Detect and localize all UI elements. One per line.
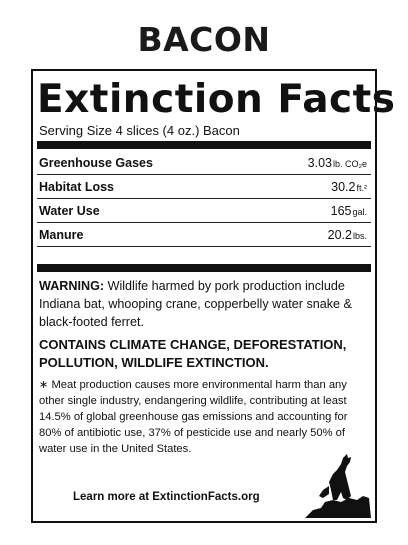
learn-more-text: Learn more at ExtinctionFacts.org — [73, 491, 260, 503]
divider-thick — [37, 264, 371, 272]
fact-value — [331, 180, 367, 194]
howling-wolf-icon — [303, 452, 371, 518]
fact-name: Habitat Loss — [39, 180, 115, 194]
warning-text: Wildlife harmed by pork production include Indiana bat, whooping crane, copperbelly water snake & black-footed ferret. — [39, 279, 352, 329]
fact-number: 3.03 — [307, 156, 332, 170]
facts-label — [31, 69, 396, 523]
fact-unit: ft.² — [356, 183, 367, 193]
warning-paragraph — [39, 277, 373, 331]
fact-unit: lb. CO₂e — [332, 159, 367, 169]
fact-value — [308, 156, 367, 170]
fact-name: Manure — [39, 228, 84, 242]
serving-size: Serving Size 4 slices (4 oz.) Bacon — [39, 123, 240, 138]
warning-label: WARNING: — [39, 279, 105, 293]
contains-statement: CONTAINS CLIMATE CHANGE, DEFORESTATION, POLLUTION, WILDLIFE EXTINCTION. — [39, 337, 347, 370]
fact-value — [328, 228, 367, 242]
fact-unit: gal. — [352, 207, 367, 217]
label-headline: Extinction Facts — [37, 77, 396, 122]
fact-row — [37, 175, 371, 199]
fact-number: 20.2 — [327, 228, 352, 242]
product-title: BACON — [137, 20, 271, 59]
fact-name: Water Use — [39, 204, 100, 218]
divider-thick — [37, 141, 371, 149]
fact-row — [37, 199, 371, 223]
fact-row — [37, 223, 371, 247]
footnote: ∗ Meat production causes more environmental harm than any other single industry, endangering wildlife, contributing at least 14.5% of global greenhouse gas emissions and accounting for 80% of antibiotic use, 37% of pesticide use and nearly 50% of water use in the United States. — [39, 379, 348, 455]
fact-name: Greenhouse Gases — [39, 156, 153, 170]
fact-unit: lbs. — [352, 231, 367, 241]
fact-value — [331, 204, 367, 218]
fact-number: 30.2 — [331, 180, 356, 194]
fact-number: 165 — [330, 204, 352, 218]
fact-row — [37, 151, 371, 175]
